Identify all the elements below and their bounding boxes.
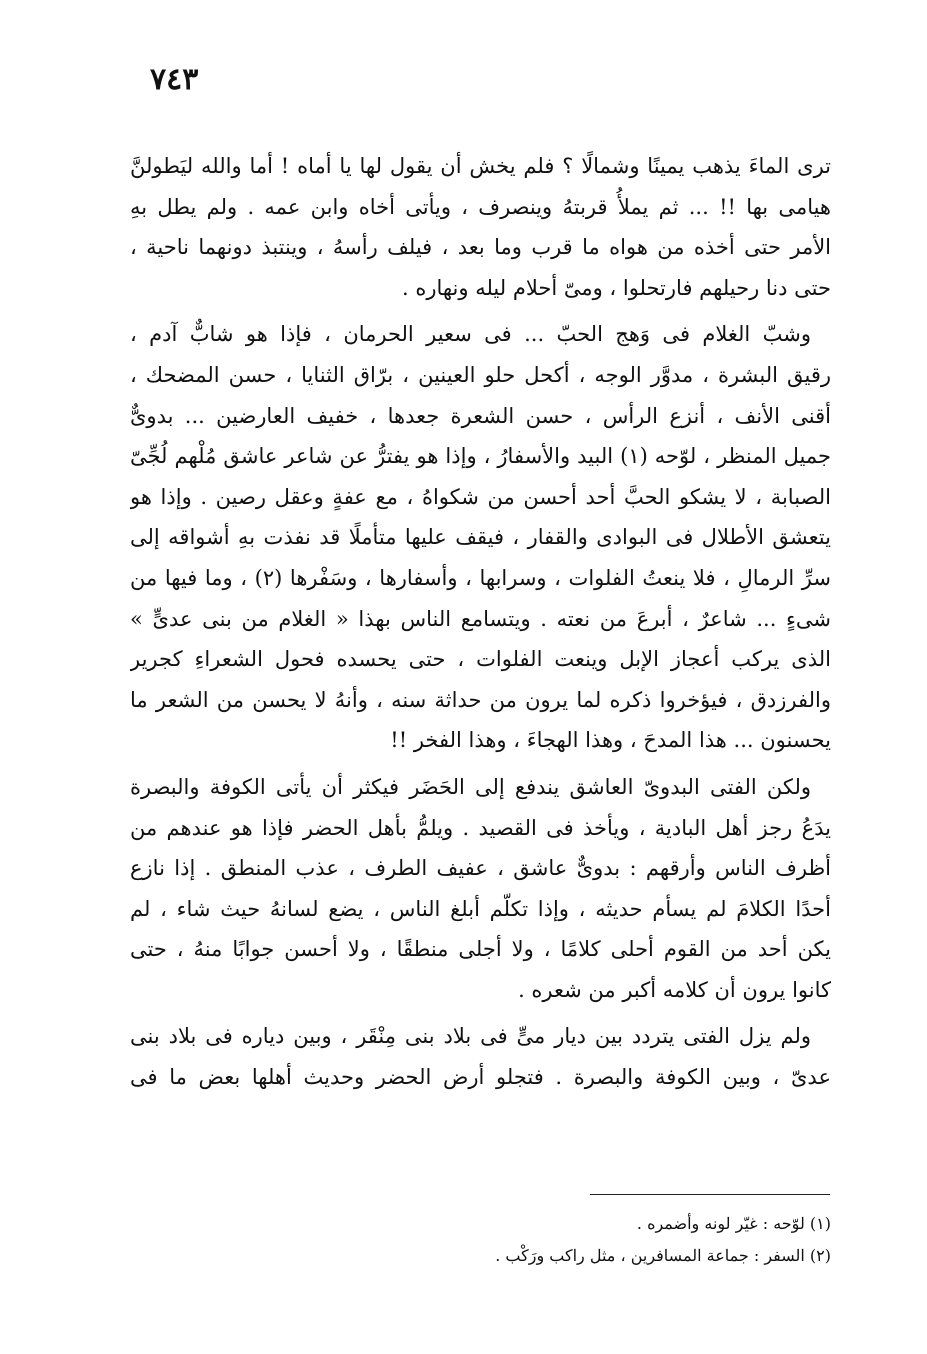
text-line: كانوا يرون أن كلامه أكبر من شعره . bbox=[518, 977, 831, 1002]
text-line: أحدًا الكلامَ لم يسأم حديثه ، وإذا تكلّم أبلغ الناس ، يضع لسانهُ حيث شاء ، لم bbox=[130, 896, 831, 921]
text-line: أقنى الأنف ، أنزع الرأس ، حسن الشعرة جعدها ، خفيف العارضين ... بدوىٌّ bbox=[130, 403, 831, 428]
text-line: وشبّ الغلام فى وَهج الحبّ ... فى سعير الحرمان ، فإذا هو شابٌّ آدم ، bbox=[130, 322, 811, 347]
text-line: رقيق البشرة ، مدوَّر الوجه ، أكحل حلو العينين ، برّاق الثنايا ، حسن المضحك ، bbox=[130, 362, 831, 387]
text-line: شىءٍ ... شاعرٌ ، أبرعَ من نعته . ويتسامع الناس بهذا « الغلام من بنى عدىٍّ » bbox=[130, 606, 831, 631]
footnote-2: (٢) السفر : جماعة المسافرين ، مثل راكب ورَكْب . bbox=[495, 1246, 831, 1265]
text-line: سرِّ الرمالِ ، فلا ينعتُ الفلوات ، وسرابها ، وأسفارها ، وسَفْرها (٢) ، وما فيها من bbox=[130, 565, 831, 590]
text-line: الذى يركب أعجاز الإبل وينعت الفلوات ، حتى يحسده فحول الشعراءِ كجرير bbox=[130, 647, 831, 672]
text-line: عدىّ ، وبين الكوفة والبصرة . فتجلو أرض الحضر وحديث أهلها بعض ما فى bbox=[130, 1065, 831, 1090]
text-line: ولكن الفتى البدوىّ العاشق يندفع إلى الحَضَر فيكثر أن يأتى الكوفة والبصرة bbox=[130, 774, 811, 799]
text-line: أظرف الناس وأرقهم : بدوىٌّ عاشق ، عفيف الطرف ، عذب المنطق . إذا نازع bbox=[130, 856, 831, 881]
footnote-separator bbox=[590, 1194, 830, 1195]
footnotes bbox=[300, 1208, 831, 1272]
text-line: يدَعُ رجز أهل البادية ، ويأخذ فى القصيد . ويلمُّ بأهل الحضر فإذا هو عندهم من bbox=[130, 815, 831, 840]
text-line: يكن أحد من القوم أحلى كلامًا ، ولا أجلى منطقًا ، ولا أحسن جوابًا منهُ ، حتى bbox=[130, 937, 831, 962]
text-line: هيامى بها !! ... ثم يملأُ قربتهُ وينصرف ، ويأتى أخاه وابن عمه . ولم يطل بهِ bbox=[130, 194, 831, 219]
text-line: جميل المنظر ، لوّحه (١) البيد والأسفارُ ، وإذا هو يفترُّ عن شاعر عاشق مُلْهم لُجِّىّ bbox=[130, 444, 831, 469]
text-line: الصبابة ، لا يشكو الحبَّ أحد أحسن من شكواهُ ، مع عفةٍ وعقل رصين . وإذا هو bbox=[130, 484, 831, 509]
footnote-1: (١) لوّحه : غيّر لونه وأضمره . bbox=[636, 1214, 831, 1233]
page-number: ٧٤٣ bbox=[150, 62, 199, 97]
body-text bbox=[130, 146, 831, 1098]
text-line: يتعشق الأطلال فى البوادى والقفار ، فيقف عليها متأملًا قد نفذت بهِ أشواقه إلى bbox=[130, 525, 831, 550]
text-line: والفرزدق ، فيؤخروا ذكره لما يرون من حداثة سنه ، وأنهُ لا يحسن من الشعر ما bbox=[130, 687, 831, 712]
text-line: يحسنون ... هذا المدحَ ، وهذا الهجاءَ ، وهذا الفخر !! bbox=[390, 728, 831, 753]
text-line: ولم يزل الفتى يتردد بين ديار مىٍّ فى بلاد بنى مِنْقَر ، وبين دياره فى بلاد بنى bbox=[130, 1024, 811, 1049]
text-line: الأمر حتى أخذه من هواه ما قرب وما بعد ، فيلف رأسهُ ، وينتبذ دونهما ناحية ، bbox=[130, 235, 831, 260]
text-line: ترى الماءَ يذهب يمينًا وشمالًا ؟ فلم يخش أن يقول لها يا أماه ! أما والله ليَطولنَّ bbox=[130, 154, 831, 178]
text-line: حتى دنا رحيلهم فارتحلوا ، ومىّ أحلام ليله ونهاره . bbox=[401, 275, 831, 300]
